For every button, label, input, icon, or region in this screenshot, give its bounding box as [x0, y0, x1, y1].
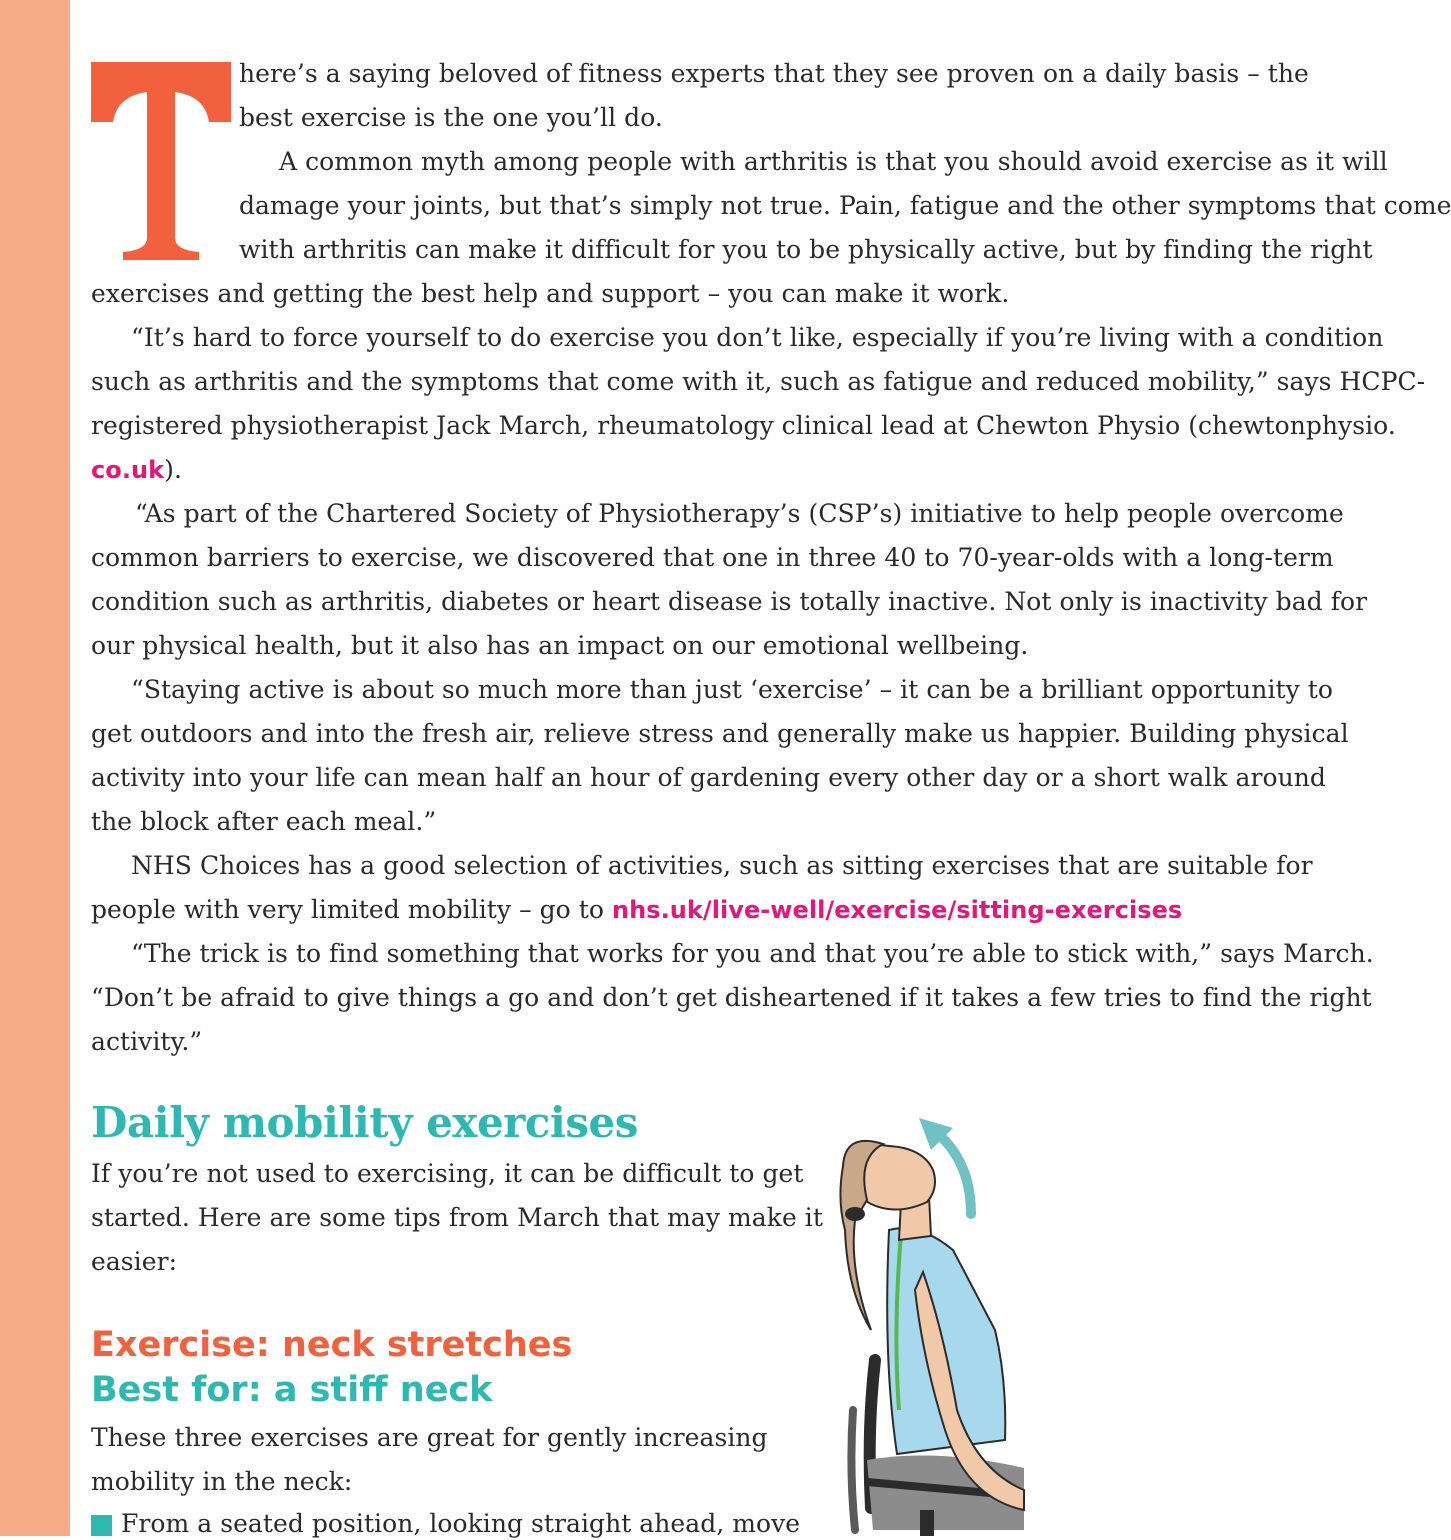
body-text-line — [91, 542, 1334, 574]
text-segment: people with very limited mobility – go to — [91, 895, 612, 924]
side-color-band — [0, 0, 70, 1536]
text-segment: ). — [164, 455, 182, 484]
best-for-title: Best for: a stiff neck — [91, 1370, 493, 1410]
body-text-line — [239, 190, 1451, 222]
text-segment: From a seated position, looking straight ahead, move — [121, 1509, 801, 1538]
body-text-line — [239, 102, 663, 134]
text-segment: get outdoors and into the fresh air, relieve stress and generally make us happier. Building physical — [91, 719, 1349, 748]
body-text-line — [91, 366, 1425, 398]
body-text-line — [91, 894, 1182, 926]
section-title: Daily mobility exercises — [91, 1098, 638, 1147]
body-text-line — [91, 630, 1028, 662]
text-segment: with arthritis can make it difficult for you to be physically active, but by finding the right — [239, 235, 1373, 264]
text-segment: “As part of the Chartered Society of Physiotherapy’s (CSP’s) initiative to help people overcome — [135, 499, 1344, 528]
body-text-line — [91, 1026, 202, 1058]
body-text-line — [91, 1422, 768, 1454]
web-link[interactable]: co.uk — [91, 456, 165, 484]
body-text-line — [91, 1202, 823, 1234]
text-segment: damage your joints, but that’s simply not true. Pain, fatigue and the other symptoms that come — [239, 191, 1451, 220]
body-text-line — [91, 1466, 352, 1498]
body-text-line — [91, 410, 1396, 442]
body-text-line — [91, 938, 1374, 970]
seated-neck-stretch-illustration — [827, 1110, 1024, 1536]
body-text-line — [91, 278, 1009, 310]
text-segment: such as arthritis and the symptoms that come with it, such as fatigue and reduced mobility,” says HCPC- — [91, 367, 1426, 396]
body-text-line — [91, 586, 1367, 618]
text-segment: registered physiotherapist Jack March, rheumatology clinical lead at Chewton Physio (chewtonphysio. — [91, 411, 1396, 440]
text-segment: activity into your life can mean half an hour of gardening every other day or a short walk around — [91, 763, 1326, 792]
body-text-line — [91, 1246, 177, 1278]
text-segment: common barriers to exercise, we discovered that one in three 40 to 70-year-olds with a long-term — [91, 543, 1334, 572]
body-text-line — [239, 58, 1309, 90]
text-segment: These three exercises are great for gently increasing — [91, 1423, 768, 1452]
drop-cap-letter — [91, 62, 231, 262]
text-segment: the block after each meal.” — [91, 807, 437, 836]
body-text-line — [239, 146, 1388, 178]
text-segment: easier: — [91, 1247, 178, 1276]
text-segment: A common myth among people with arthritis is that you should avoid exercise as it will — [279, 147, 1388, 176]
exercise-title: Exercise: neck stretches — [91, 1325, 573, 1365]
text-segment: If you’re not used to exercising, it can be difficult to get — [91, 1159, 804, 1188]
text-segment: condition such as arthritis, diabetes or heart disease is totally inactive. Not only is inactivity bad for — [91, 587, 1368, 616]
article-page — [91, 0, 1451, 1538]
body-text-line — [91, 806, 436, 838]
body-text-line — [91, 674, 1333, 706]
text-segment: started. Here are some tips from March that may make it — [91, 1203, 823, 1232]
text-segment: “It’s hard to force yourself to do exercise you don’t like, especially if you’re living with a condition — [131, 323, 1384, 352]
body-text-line — [91, 850, 1313, 882]
body-text-line — [91, 762, 1326, 794]
text-segment: NHS Choices has a good selection of activities, such as sitting exercises that are suitable for — [131, 851, 1313, 880]
body-text-line — [91, 498, 1344, 530]
body-text-line — [91, 718, 1349, 750]
body-text-line — [91, 982, 1372, 1014]
text-segment: here’s a saying beloved of fitness experts that they see proven on a daily basis – the — [239, 59, 1309, 88]
bullet-square-icon — [91, 1515, 112, 1536]
text-segment: “The trick is to find something that works for you and that you’re able to stick with,” says March. — [131, 939, 1374, 968]
body-text-line — [91, 454, 182, 486]
body-text-line — [91, 1158, 803, 1190]
text-segment: “Staying active is about so much more than just ‘exercise’ – it can be a brilliant opportunity to — [131, 675, 1333, 704]
body-text-line — [91, 322, 1383, 354]
body-text-line — [239, 234, 1373, 266]
text-segment: “Don’t be afraid to give things a go and don’t get disheartened if it takes a few tries to find the right — [91, 983, 1372, 1012]
text-segment: best exercise is the one you’ll do. — [239, 103, 663, 132]
web-link[interactable]: nhs.uk/live-well/exercise/sitting-exercises — [611, 896, 1183, 924]
text-segment: activity.” — [91, 1027, 203, 1056]
text-segment: our physical health, but it also has an impact on our emotional wellbeing. — [91, 631, 1029, 660]
body-text-line — [91, 1508, 800, 1540]
text-segment: mobility in the neck: — [91, 1467, 353, 1496]
text-segment: exercises and getting the best help and support – you can make it work. — [91, 279, 1010, 308]
